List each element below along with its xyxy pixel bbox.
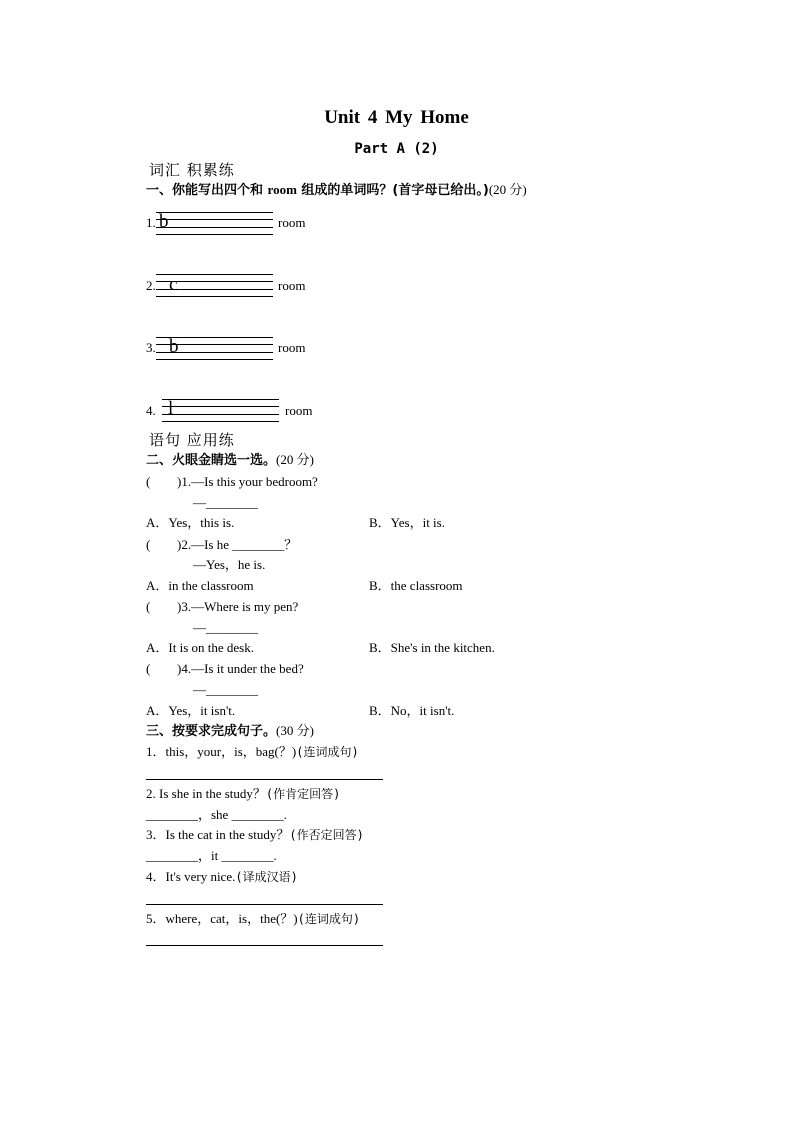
mc-question xyxy=(177,599,298,615)
task-3-note: (作否定回答) xyxy=(289,828,364,842)
question-text: 3.—Where is my pen? xyxy=(181,599,299,614)
writing-grid[interactable] xyxy=(162,399,279,423)
mc-option-b[interactable]: B．She's in the kitchen. xyxy=(369,640,495,655)
mc-response: —________ xyxy=(193,620,258,635)
answer-line[interactable] xyxy=(146,779,383,780)
question-text: 4.—Is it under the bed? xyxy=(181,661,304,676)
section-3-score: (30 分) xyxy=(276,723,314,738)
task-2 xyxy=(146,786,340,802)
section-1-instruction: 组成的单词吗？(首字母已给出。) xyxy=(296,183,489,198)
answer-paren-close: ) xyxy=(177,661,182,676)
section-1-score: (20 分) xyxy=(488,182,527,197)
vocab-item-number: 1. xyxy=(146,215,156,230)
question-text: 2.—Is he ________？ xyxy=(181,537,298,552)
writing-grid[interactable] xyxy=(156,274,273,298)
answer-paren-open: ( xyxy=(146,599,151,614)
answer-connector: ，she xyxy=(198,807,229,822)
vocab-item-suffix: room xyxy=(285,403,313,418)
blank[interactable]: ________ xyxy=(146,807,198,822)
section-1-bold-word: room xyxy=(267,182,297,197)
answer-paren-open: ( xyxy=(146,661,151,676)
task-5 xyxy=(146,911,360,927)
category-sentences: 语句 应用练 xyxy=(149,431,235,449)
task-1-text: 1．this，your，is，bag(？) xyxy=(146,744,297,759)
mc-option-a[interactable]: A．It is on the desk. xyxy=(146,640,254,655)
given-letter: b xyxy=(159,211,169,232)
section-2-heading xyxy=(146,452,314,469)
answer-paren-close: ) xyxy=(177,537,182,552)
task-4 xyxy=(146,869,298,885)
task-5-text: 5．where，cat，is，the(？) xyxy=(146,911,298,926)
section-3-heading xyxy=(146,723,314,740)
vocab-item-suffix: room xyxy=(278,278,306,293)
answer-connector: ，it xyxy=(198,848,219,863)
category-vocabulary: 词汇 积累练 xyxy=(149,161,235,179)
mc-response: —Yes，he is. xyxy=(193,557,266,572)
page-title: Unit 4 My Home xyxy=(324,107,469,128)
question-text: 1.—Is this your bedroom? xyxy=(181,474,318,489)
answer-paren-close: ) xyxy=(177,599,182,614)
answer-end: . xyxy=(283,807,287,822)
task-3-text: 3．Is the cat in the study？ xyxy=(146,827,290,842)
mc-option-b[interactable]: B．No，it isn't. xyxy=(369,703,455,718)
task-3-answer[interactable] xyxy=(146,848,277,864)
blank[interactable]: ________ xyxy=(221,848,274,863)
answer-end: . xyxy=(273,848,277,863)
answer-paren-open: ( xyxy=(146,474,151,489)
vocab-item-number: 2. xyxy=(146,278,156,293)
mc-question xyxy=(177,474,318,490)
given-letter: c xyxy=(169,274,178,295)
task-2-text: 2. Is she in the study？ xyxy=(146,786,266,801)
task-2-note: (作肯定回答) xyxy=(265,787,341,801)
section-3-label: 三、按要求完成句子。 xyxy=(146,724,277,739)
mc-question xyxy=(177,661,304,677)
task-1 xyxy=(146,744,359,760)
section-2-label: 二、火眼金睛选一选。 xyxy=(146,453,277,468)
section-1-heading xyxy=(146,182,527,199)
task-4-text: 4．It's very nice. xyxy=(146,869,236,884)
mc-option-a[interactable]: A．Yes，it isn't. xyxy=(146,703,236,718)
task-5-note: (连词成句) xyxy=(297,912,361,926)
page-subtitle: Part A (2) xyxy=(354,141,439,157)
given-letter: l xyxy=(168,398,174,419)
task-2-answer[interactable] xyxy=(146,807,287,823)
mc-option-b[interactable]: B．the classroom xyxy=(369,578,463,593)
answer-paren-close: ) xyxy=(177,474,182,489)
vocab-item-suffix: room xyxy=(278,340,306,355)
mc-option-a[interactable]: A．in the classroom xyxy=(146,578,254,593)
mc-option-a[interactable]: A．Yes，this is. xyxy=(146,515,235,530)
mc-response: —________ xyxy=(193,495,258,510)
section-2-score: (20 分) xyxy=(276,452,314,467)
section-1-prefix: 一、你能写出四个和 xyxy=(146,183,268,198)
given-letter: b xyxy=(169,336,179,357)
answer-line[interactable] xyxy=(146,945,383,946)
task-1-note: (连词成句) xyxy=(296,745,359,759)
task-4-note: (译成汉语) xyxy=(235,870,298,884)
answer-paren-open: ( xyxy=(146,537,151,552)
task-3 xyxy=(146,827,364,843)
writing-grid[interactable] xyxy=(156,337,273,361)
vocab-item-number: 3. xyxy=(146,340,156,355)
mc-option-b[interactable]: B．Yes，it is. xyxy=(369,515,445,530)
mc-question xyxy=(177,537,297,553)
vocab-item-suffix: room xyxy=(278,215,306,230)
mc-response: —________ xyxy=(193,682,258,697)
writing-grid[interactable] xyxy=(156,212,273,236)
blank[interactable]: ________ xyxy=(146,848,198,863)
vocab-item-number: 4. xyxy=(146,403,156,418)
answer-line[interactable] xyxy=(146,904,383,905)
blank[interactable]: ________ xyxy=(231,807,284,822)
